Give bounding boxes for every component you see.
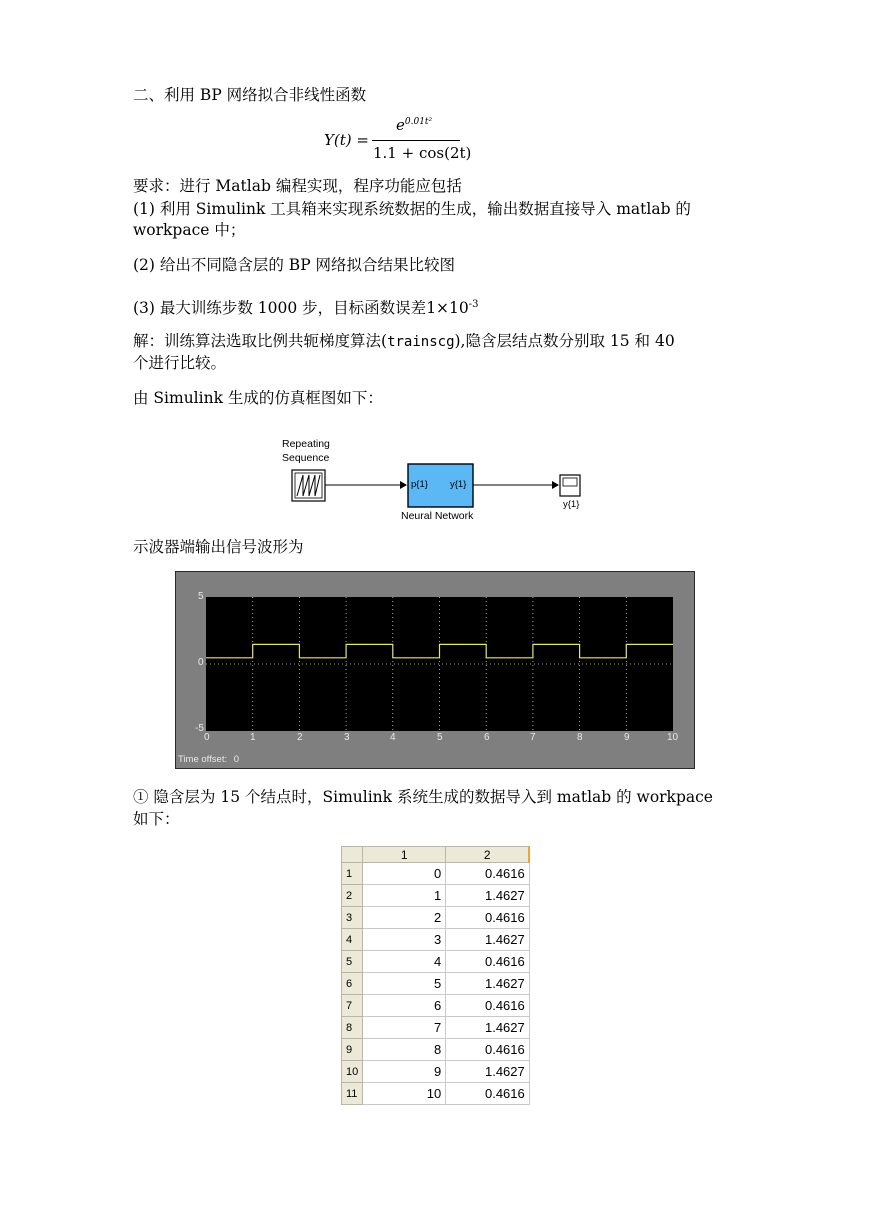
workspace-caption-line-1: ① 隐含层为 15 个结点时，Simulink 系统生成的数据导入到 matlab 的 workpace [133,788,713,806]
workspace-caption-line-2: 如下： [133,810,180,828]
time-offset-label: Time offset: [178,754,228,765]
nn-out-port: y{1} [450,479,467,490]
source-label-1: Repeating [282,438,330,450]
table-cell[interactable]: 0.4616 [446,1083,530,1105]
table-cell[interactable]: 0.4616 [446,995,530,1017]
numerator-exp: 0.01t² [404,117,433,127]
table-row [342,951,530,973]
table-cell[interactable]: 10 [363,1083,446,1105]
requirement-3-value: 1×10 [426,299,469,318]
repeating-sequence-block[interactable] [292,470,325,501]
arrow-head-2 [552,481,559,489]
table-cell[interactable]: 0 [363,863,446,885]
requirements-intro: 要求：进行 Matlab 编程实现，程序功能应包括 [133,177,462,195]
table-cell[interactable]: 3 [363,929,446,951]
scope-caption: 示波器端输出信号波形为 [133,538,304,556]
row-header[interactable]: 2 [342,885,363,907]
scope-xtick: 1 [250,732,256,743]
table-row [342,863,530,885]
formula-numerator [396,116,432,134]
column-header[interactable]: 1 [363,847,446,863]
table-cell[interactable]: 0.4616 [446,907,530,929]
table-row [342,1061,530,1083]
time-offset [178,754,239,765]
scope-xtick: 0 [204,732,210,743]
row-header[interactable]: 11 [342,1083,363,1105]
scope-xtick: 5 [437,732,443,743]
scope-xtick: 10 [667,732,679,743]
source-label-2: Sequence [282,452,330,464]
table-cell[interactable]: 5 [363,973,446,995]
solution-text-a: 解：训练算法选取比例共轭梯度算法( [133,332,388,350]
table-row [342,907,530,929]
scope-xtick: 9 [624,732,630,743]
row-header[interactable]: 6 [342,973,363,995]
scope-ytick: 0 [198,657,204,668]
scope-xtick: 7 [530,732,536,743]
formula [324,114,484,168]
table-row [342,885,530,907]
numerator-base: e [396,116,405,134]
workspace-table [341,846,530,1105]
row-header[interactable]: 1 [342,863,363,885]
table-cell[interactable]: 1.4627 [446,1017,530,1039]
nn-in-port: p{1} [411,479,428,490]
table-row [342,995,530,1017]
simulink-diagram [270,435,600,530]
formula-denominator: 1.1 + cos(2t) [373,144,472,162]
table-cell[interactable]: 8 [363,1039,446,1061]
row-header[interactable]: 7 [342,995,363,1017]
solution-code: trainscg [387,334,455,350]
solution-line-2: 个进行比较。 [133,354,227,372]
diagram-caption: 由 Simulink 生成的仿真框图如下： [133,389,383,407]
nn-label: Neural Network [401,510,474,522]
time-offset-value: 0 [233,754,240,765]
scope-signal-line [206,644,673,657]
table-cell[interactable]: 2 [363,907,446,929]
scope-ytick: -5 [195,723,204,734]
requirement-2: (2) 给出不同隐含层的 BP 网络拟合结果比较图 [133,256,456,274]
arrow-head-1 [400,481,407,489]
table-cell[interactable]: 6 [363,995,446,1017]
scope-xtick: 3 [344,732,350,743]
table-cell[interactable]: 7 [363,1017,446,1039]
row-header[interactable]: 9 [342,1039,363,1061]
solution-text-b: ),隐含层结点数分别取 15 和 40 [454,332,675,350]
variable-grid [341,846,530,1105]
scope-xtick: 4 [390,732,396,743]
table-cell[interactable]: 9 [363,1061,446,1083]
scope-xtick: 6 [484,732,490,743]
table-cell[interactable]: 1.4627 [446,929,530,951]
table-row [342,973,530,995]
corner-cell [342,847,363,863]
row-header[interactable]: 5 [342,951,363,973]
fraction-bar [372,140,460,141]
scope-signal [206,597,673,731]
row-header[interactable]: 4 [342,929,363,951]
table-row [342,1083,530,1105]
table-cell[interactable]: 1 [363,885,446,907]
row-header[interactable]: 3 [342,907,363,929]
section-title: 二、利用 BP 网络拟合非线性函数 [133,86,367,104]
table-cell[interactable]: 0.4616 [446,863,530,885]
requirement-3-text: (3) 最大训练步数 1000 步，目标函数误差 [133,299,427,318]
table-cell[interactable]: 1.4627 [446,973,530,995]
formula-lhs: Y(t) = [324,131,369,149]
scope-window [175,571,695,769]
table-cell[interactable]: 1.4627 [446,1061,530,1083]
solution-line-1 [133,330,675,353]
row-header[interactable]: 10 [342,1061,363,1083]
scope-ytick: 5 [198,591,204,602]
table-row [342,1017,530,1039]
table-cell[interactable]: 1.4627 [446,885,530,907]
sink-label: y{1} [563,499,580,510]
scope-sink-block[interactable] [560,475,580,496]
table-cell[interactable]: 0.4616 [446,1039,530,1061]
table-row [342,929,530,951]
requirement-3 [133,294,479,319]
scope-xtick: 2 [297,732,303,743]
table-cell[interactable]: 0.4616 [446,951,530,973]
row-header[interactable]: 8 [342,1017,363,1039]
scope-xtick: 8 [577,732,583,743]
table-row [342,1039,530,1061]
column-header[interactable]: 2 [446,847,530,863]
requirement-1-line-1: (1) 利用 Simulink 工具箱来实现系统数据的生成，输出数据直接导入 matlab 的 [133,200,691,218]
table-cell[interactable]: 4 [363,951,446,973]
requirement-3-exp: -3 [468,299,479,310]
requirement-1-line-2: workpace 中； [133,221,246,239]
